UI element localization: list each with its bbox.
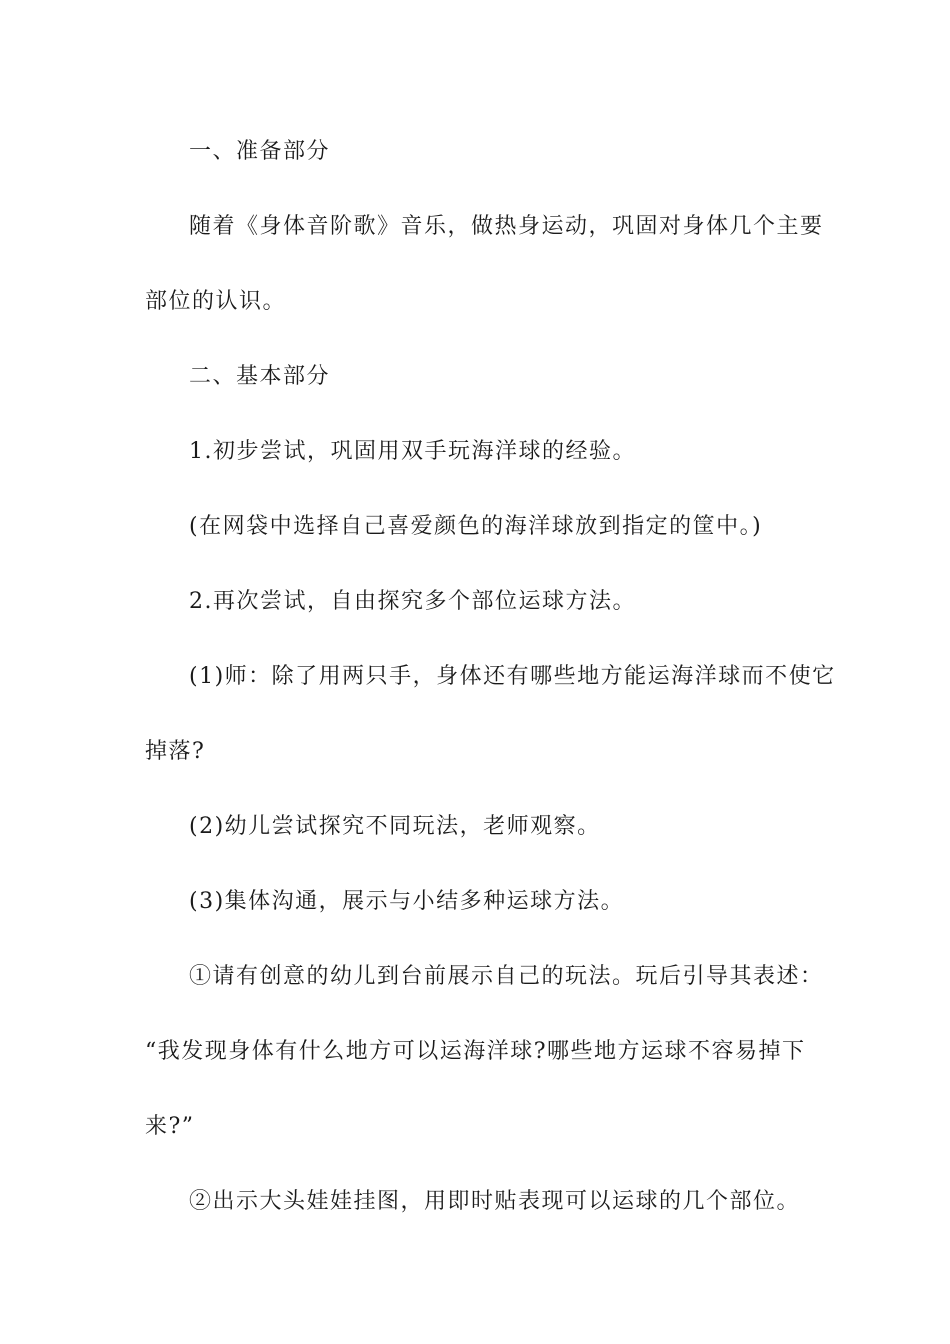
step-2-item-1: (1)师：除了用两只手，身体还有哪些地方能运海洋球而不使它 (189, 664, 836, 689)
paragraph-warmup: 随着《身体音阶歌》音乐，做热身运动，巩固对身体几个主要 (189, 214, 824, 239)
sub-item-1-quote-end: 来?” (145, 1114, 195, 1139)
step-1: 1.初步尝试，巩固用双手玩海洋球的经验。 (189, 439, 636, 464)
step-1-note: (在网袋中选择自己喜爱颜色的海洋球放到指定的筐中。) (189, 514, 763, 539)
sub-item-2: ②出示大头娃娃挂图，用即时贴表现可以运球的几个部位。 (189, 1189, 801, 1214)
sub-item-1: ①请有创意的幼儿到台前展示自己的玩法。玩后引导其表述： (189, 964, 824, 989)
section-heading-basic: 二、基本部分 (189, 364, 331, 389)
step-2-item-3: (3)集体沟通，展示与小结多种运球方法。 (189, 889, 625, 914)
section-heading-preparation: 一、准备部分 (189, 139, 331, 164)
sub-item-1-quote: “我发现身体有什么地方可以运海洋球?哪些地方运球不容易掉下 (145, 1039, 806, 1064)
step-2: 2.再次尝试，自由探究多个部位运球方法。 (189, 589, 636, 614)
step-2-item-1-continued: 掉落? (145, 739, 206, 764)
paragraph-warmup-continued: 部位的认识。 (145, 289, 287, 314)
step-2-item-2: (2)幼儿尝试探究不同玩法，老师观察。 (189, 814, 601, 839)
